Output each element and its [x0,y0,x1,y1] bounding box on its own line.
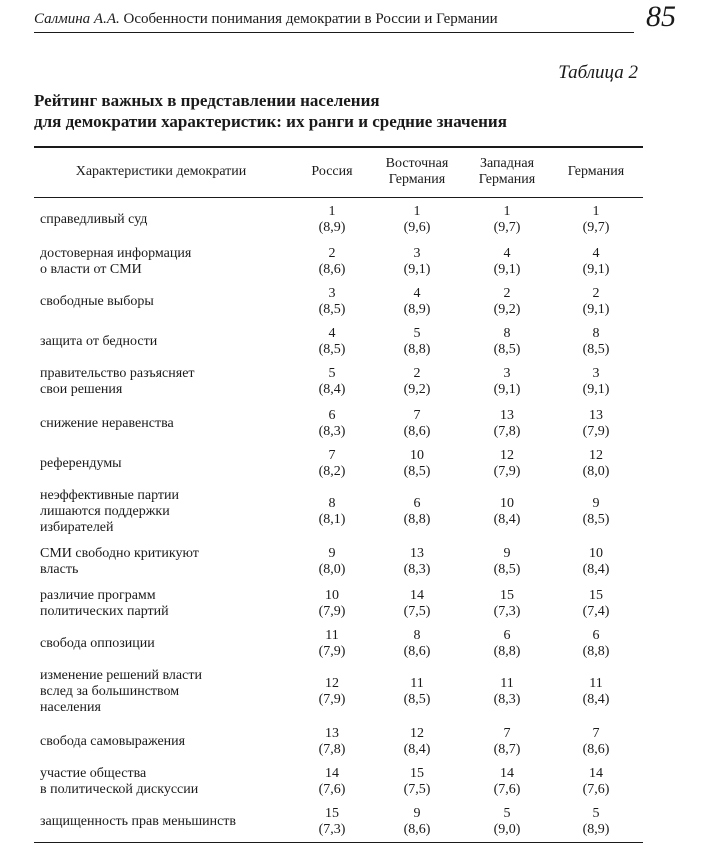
mean-value: (9,2) [403,382,431,397]
row-label-line: различие программ [40,588,156,603]
rank-value: 7 [503,726,511,741]
rank-value: 12 [410,726,424,741]
table-header [34,148,643,196]
rank-value: 3 [592,366,600,381]
mean-value: (8,7) [493,742,521,757]
row-label-line: правительство разъясняет [40,366,195,381]
mean-value: (8,8) [403,342,431,357]
article-title: Особенности понимания демократии в России и Германии [123,11,498,27]
mean-value: (8,1) [318,512,346,527]
row-label [40,242,280,282]
rank-value: 6 [328,408,336,423]
table-cell [554,404,638,444]
rank-value: 13 [500,408,514,423]
mean-value: (8,8) [582,644,610,659]
mean-value: (8,5) [582,512,610,527]
row-label-line: вслед за большинством [40,684,180,699]
mean-value: (7,9) [318,604,346,619]
table-header-rule [34,197,643,198]
mean-value: (9,1) [582,302,610,317]
table-cell [374,200,460,240]
row-label [40,624,280,664]
rank-value: 1 [328,204,336,219]
table-cell [554,200,638,240]
table-row [34,444,643,484]
mean-value: (7,6) [318,782,346,797]
mean-value: (8,5) [582,342,610,357]
mean-value: (8,8) [493,644,521,659]
table-cell [292,282,372,322]
mean-value: (8,6) [582,742,610,757]
mean-value: (9,1) [493,382,521,397]
rank-value: 3 [413,246,421,261]
page-number: 85 [646,0,676,33]
running-title [34,11,498,28]
column-header-russia: Россия [311,164,353,179]
header-rule [34,32,634,33]
rank-value: 10 [500,496,514,511]
row-label-line: о власти от СМИ [40,262,142,277]
mean-value: (7,5) [403,782,431,797]
table-cell [374,362,460,402]
mean-value: (8,5) [493,562,521,577]
rank-value: 4 [503,246,511,261]
mean-value: (8,4) [582,692,610,707]
mean-value: (9,7) [493,220,521,235]
table-cell [374,664,460,720]
row-label-line: свои решения [40,382,123,397]
rank-value: 11 [589,676,603,691]
table-cell [554,242,638,282]
row-label-line: власть [40,562,79,577]
mean-value: (7,8) [493,424,521,439]
mean-value: (7,5) [403,604,431,619]
table-cell [292,404,372,444]
table-cell [374,802,460,842]
table-title [34,90,654,132]
table-cell [292,242,372,282]
mean-value: (9,6) [403,220,431,235]
table-cell [554,664,638,720]
table-cell [292,484,372,540]
table-cell [374,404,460,444]
table-cell [554,282,638,322]
table-cell [462,542,552,582]
mean-value: (7,9) [318,692,346,707]
table-cell [554,322,638,362]
rank-value: 4 [328,326,336,341]
table-row [34,624,643,664]
rank-value: 4 [413,286,421,301]
mean-value: (7,9) [582,424,610,439]
mean-value: (9,1) [403,262,431,277]
row-label [40,404,280,444]
mean-value: (8,5) [318,302,346,317]
table-cell [462,242,552,282]
table-cell [554,542,638,582]
table-row [34,802,643,842]
table-cell [554,444,638,484]
table-cell [292,722,372,762]
table-row [34,322,643,362]
table-cell [462,802,552,842]
row-label-line: свобода оппозиции [40,636,155,651]
rank-value: 2 [503,286,511,301]
table-cell [374,282,460,322]
row-label [40,664,280,720]
table-cell [374,484,460,540]
mean-value: (7,6) [582,782,610,797]
row-label [40,282,280,322]
rank-value: 13 [325,726,339,741]
rank-value: 7 [592,726,600,741]
table-cell [462,762,552,802]
table-cell [374,624,460,664]
row-label [40,200,280,240]
rank-value: 10 [589,546,603,561]
rank-value: 1 [592,204,600,219]
rank-value: 2 [413,366,421,381]
mean-value: (8,9) [582,822,610,837]
table-cell [554,762,638,802]
row-label-line: изменение решений власти [40,668,202,683]
rank-value: 5 [328,366,336,381]
rank-value: 12 [500,448,514,463]
row-label [40,322,280,362]
table-row [34,200,643,240]
row-label [40,722,280,762]
mean-value: (9,1) [582,382,610,397]
mean-value: (9,1) [493,262,521,277]
row-label-line: населения [40,700,101,715]
rank-value: 3 [503,366,511,381]
table-cell [554,624,638,664]
row-label [40,762,280,802]
rank-value: 15 [500,588,514,603]
table-cell [292,762,372,802]
mean-value: (7,9) [318,644,346,659]
mean-value: (8,9) [318,220,346,235]
mean-value: (8,4) [403,742,431,757]
row-label-line: справедливый суд [40,212,148,227]
mean-value: (8,3) [493,692,521,707]
mean-value: (8,3) [403,562,431,577]
row-label-line: референдумы [40,456,122,471]
rank-value: 7 [328,448,336,463]
table-cell [374,722,460,762]
rank-value: 9 [413,806,421,821]
mean-value: (7,8) [318,742,346,757]
rank-value: 8 [328,496,336,511]
rank-value: 5 [413,326,421,341]
table-row [34,542,643,582]
author-name: Салмина А.А. [34,11,120,27]
table-row [34,404,643,444]
row-label-line: в политической дискуссии [40,782,199,797]
table-row [34,762,643,802]
rank-value: 5 [503,806,511,821]
rank-value: 9 [503,546,511,561]
table-cell [374,444,460,484]
table-cell [554,722,638,762]
rank-value: 15 [325,806,339,821]
mean-value: (7,3) [318,822,346,837]
column-header-east-germany [374,148,460,196]
rank-value: 9 [592,496,600,511]
mean-value: (8,4) [493,512,521,527]
table-cell [292,362,372,402]
mean-value: (8,0) [582,464,610,479]
table-title-line: для демократии характеристик: их ранги и средние значения [34,112,507,131]
table-row [34,722,643,762]
rank-value: 11 [325,628,339,643]
mean-value: (8,5) [403,464,431,479]
mean-value: (9,0) [493,822,521,837]
column-header-characteristics: Характеристики демократии [75,164,247,179]
mean-value: (9,7) [582,220,610,235]
row-label-line: участие общества [40,766,147,781]
table-cell [374,584,460,624]
rank-value: 1 [413,204,421,219]
mean-value: (8,3) [318,424,346,439]
rank-value: 13 [410,546,424,561]
rank-value: 6 [503,628,511,643]
row-label [40,484,280,540]
table-cell [462,444,552,484]
table-cell [462,322,552,362]
rank-value: 14 [589,766,603,781]
mean-value: (8,0) [318,562,346,577]
rank-value: 8 [503,326,511,341]
table-cell [374,762,460,802]
mean-value: (7,3) [493,604,521,619]
row-label [40,444,280,484]
rank-value: 2 [328,246,336,261]
mean-value: (7,6) [493,782,521,797]
table-cell [462,282,552,322]
row-label-line: свобода самовыражения [40,734,186,749]
table-label: Таблица 2 [558,62,638,83]
row-label-line: избирателей [40,520,114,535]
row-label [40,362,280,402]
row-label-line: защищенность прав меньшинств [40,814,237,829]
table-cell [462,404,552,444]
rank-value: 3 [328,286,336,301]
rank-value: 15 [589,588,603,603]
row-label-line: политических партий [40,604,169,619]
table-row [34,584,643,624]
mean-value: (8,5) [318,342,346,357]
mean-value: (8,6) [403,822,431,837]
table-cell [554,362,638,402]
rank-value: 7 [413,408,421,423]
row-label [40,584,280,624]
table-row [34,664,643,720]
row-label-line: СМИ свободно критикуют [40,546,199,561]
rank-value: 8 [413,628,421,643]
table-cell [292,444,372,484]
rank-value: 9 [328,546,336,561]
table-cell [554,584,638,624]
table-cell [292,584,372,624]
table-cell [374,242,460,282]
rank-value: 11 [410,676,424,691]
mean-value: (7,4) [582,604,610,619]
table-row [34,362,643,402]
mean-value: (8,5) [403,692,431,707]
table-cell [292,624,372,664]
rank-value: 4 [592,246,600,261]
mean-value: (8,2) [318,464,346,479]
table-row [34,282,643,322]
table-row [34,242,643,282]
column-header-line: Западная [479,156,535,171]
mean-value: (8,9) [403,302,431,317]
table-cell [462,584,552,624]
mean-value: (8,6) [403,644,431,659]
column-header-line: Германия [388,172,446,187]
rank-value: 12 [589,448,603,463]
mean-value: (8,6) [318,262,346,277]
table-cell [374,322,460,362]
rank-value: 2 [592,286,600,301]
rank-value: 12 [325,676,339,691]
rank-value: 10 [410,448,424,463]
table-cell [554,802,638,842]
rank-value: 14 [325,766,339,781]
mean-value: (8,4) [582,562,610,577]
table-cell [462,362,552,402]
table-cell [462,624,552,664]
rank-value: 15 [410,766,424,781]
rank-value: 13 [589,408,603,423]
row-label-line: лишаются поддержки [40,504,170,519]
table-cell [292,664,372,720]
table-cell [462,200,552,240]
row-label-line: достоверная информация [40,246,192,261]
table-cell [462,664,552,720]
table-cell [462,722,552,762]
table-cell [292,542,372,582]
rank-value: 6 [592,628,600,643]
table-cell [292,802,372,842]
row-label [40,542,280,582]
row-label-line: снижение неравенства [40,416,174,431]
rank-value: 14 [410,588,424,603]
table-cell [554,484,638,540]
rank-value: 5 [592,806,600,821]
column-header-line: Германия [478,172,536,187]
row-label-line: неэффективные партии [40,488,179,503]
mean-value: (8,5) [493,342,521,357]
mean-value: (7,9) [493,464,521,479]
mean-value: (8,8) [403,512,431,527]
mean-value: (8,4) [318,382,346,397]
rank-value: 8 [592,326,600,341]
column-header-germany: Германия [567,164,625,179]
column-header-west-germany [462,148,552,196]
row-label-line: свободные выборы [40,294,154,309]
table-cell [462,484,552,540]
rank-value: 6 [413,496,421,511]
rank-value: 14 [500,766,514,781]
mean-value: (9,1) [582,262,610,277]
table-cell [374,542,460,582]
rank-value: 1 [503,204,511,219]
rank-value: 11 [500,676,514,691]
running-header [34,0,684,36]
row-label [40,802,280,842]
mean-value: (8,6) [403,424,431,439]
row-label-line: защита от бедности [40,334,158,349]
mean-value: (9,2) [493,302,521,317]
table-cell [292,322,372,362]
table-title-line: Рейтинг важных в представлении населения [34,91,380,110]
rank-value: 10 [325,588,339,603]
column-header-line: Восточная [385,156,449,171]
table-row [34,484,643,540]
table-cell [292,200,372,240]
